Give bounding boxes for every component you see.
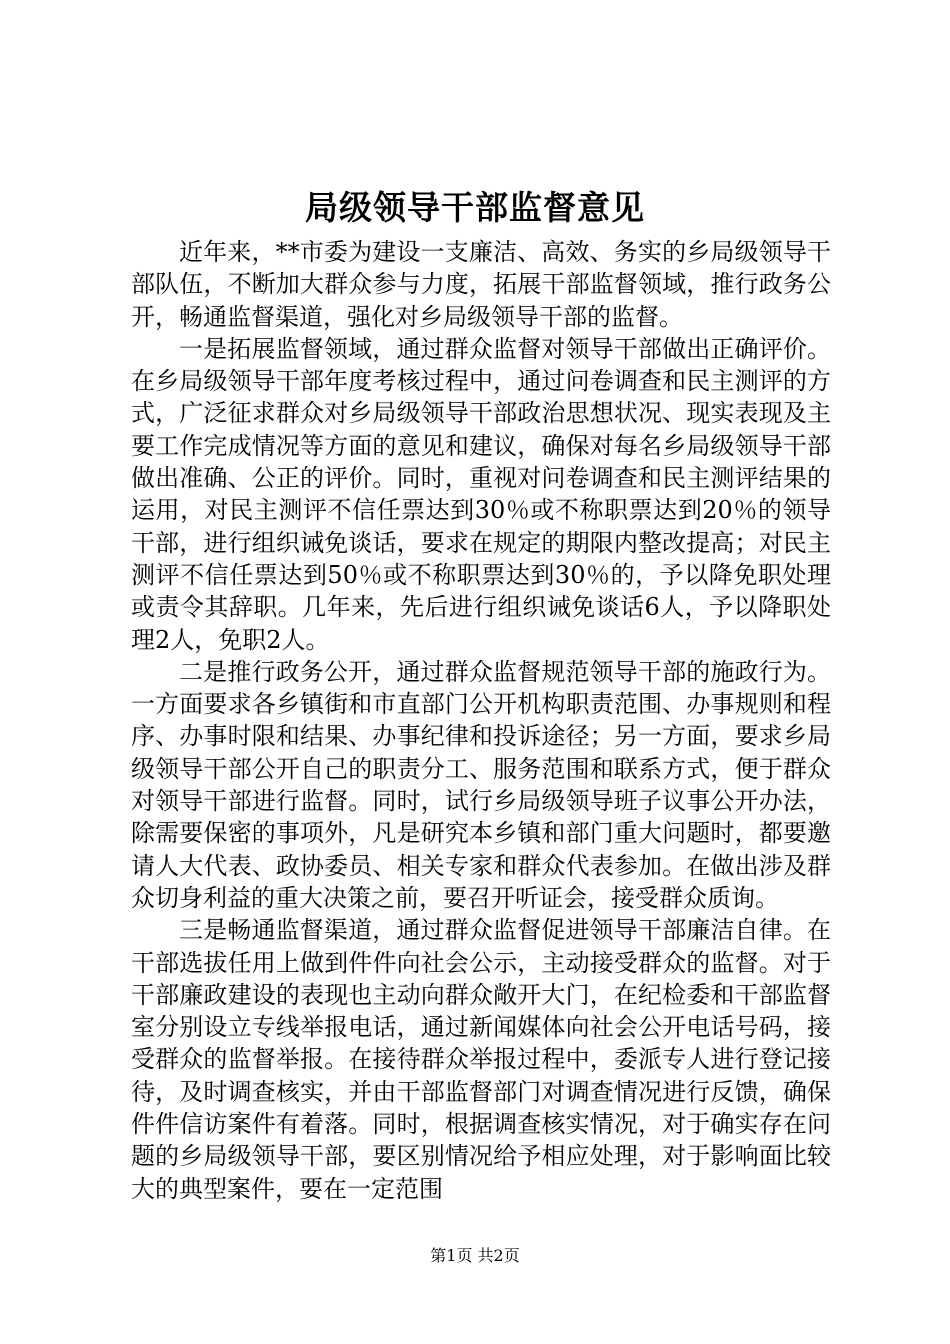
paragraph-point-two: 二是推行政务公开，通过群众监督规范领导干部的施政行为。一方面要求各乡镇街和市直部门公开机构职责范围、办事规则和程序、办事时限和结果、办事纪律和投诉途径；另一方面，要求乡局级领导干部公开自己的职责分工、服务范围和联系方式，便于群众对领导干部进行监督。同时，试行乡局级领导班子议事公开办法，除需要保密的事项外，凡是研究本乡镇和部门重大问题时，都要邀请人大代表、政协委员、相关专家和群众代表参加。在做出涉及群众切身利益的重大决策之前，要召开听证会，接受群众质询。 xyxy=(131,657,831,912)
page-number-footer: 第1页 共2页 xyxy=(430,1246,520,1265)
document-body xyxy=(131,236,831,1205)
paragraph-point-three: 三是畅通监督渠道，通过群众监督促进领导干部廉洁自律。在干部选拔任用上做到件件向社会公示，主动接受群众的监督。对于干部廉政建设的表现也主动向群众敞开大门，在纪检委和干部监督室分别设立专线举报电话，通过新闻媒体向社会公开电话号码，接受群众的监督举报。在接待群众举报过程中，委派专人进行登记接待，及时调查核实，并由干部监督部门对调查情况进行反馈，确保件件信访案件有着落。同时，根据调查核实情况，对于确实存在问题的乡局级领导干部，要区别情况给予相应处理，对于影响面比较大的典型案件，要在一定范围 xyxy=(131,916,831,1203)
paragraph-intro: 近年来，**市委为建设一支廉洁、高效、务实的乡局级领导干部队伍，不断加大群众参与力度，拓展干部监督领域，推行政务公开，畅通监督渠道，强化对乡局级领导干部的监督。 xyxy=(131,238,831,331)
document-title: 局级领导干部监督意见 xyxy=(305,188,645,227)
paragraph-point-one: 一是拓展监督领域，通过群众监督对领导干部做出正确评价。在乡局级领导干部年度考核过程中，通过问卷调查和民主测评的方式，广泛征求群众对乡局级领导干部政治思想状况、现实表现及主要工作完成情况等方面的意见和建议，确保对每名乡局级领导干部做出准确、公正的评价。同时，重视对问卷调查和民主测评结果的运用，对民主测评不信任票达到30％或不称职票达到20％的领导干部，进行组织诫免谈话，要求在规定的期限内整改提高；对民主测评不信任票达到50％或不称职票达到30％的，予以降免职处理或责令其辞职。几年来，先后进行组织诫免谈话6人，予以降职处理2人，免职2人。 xyxy=(131,334,831,654)
